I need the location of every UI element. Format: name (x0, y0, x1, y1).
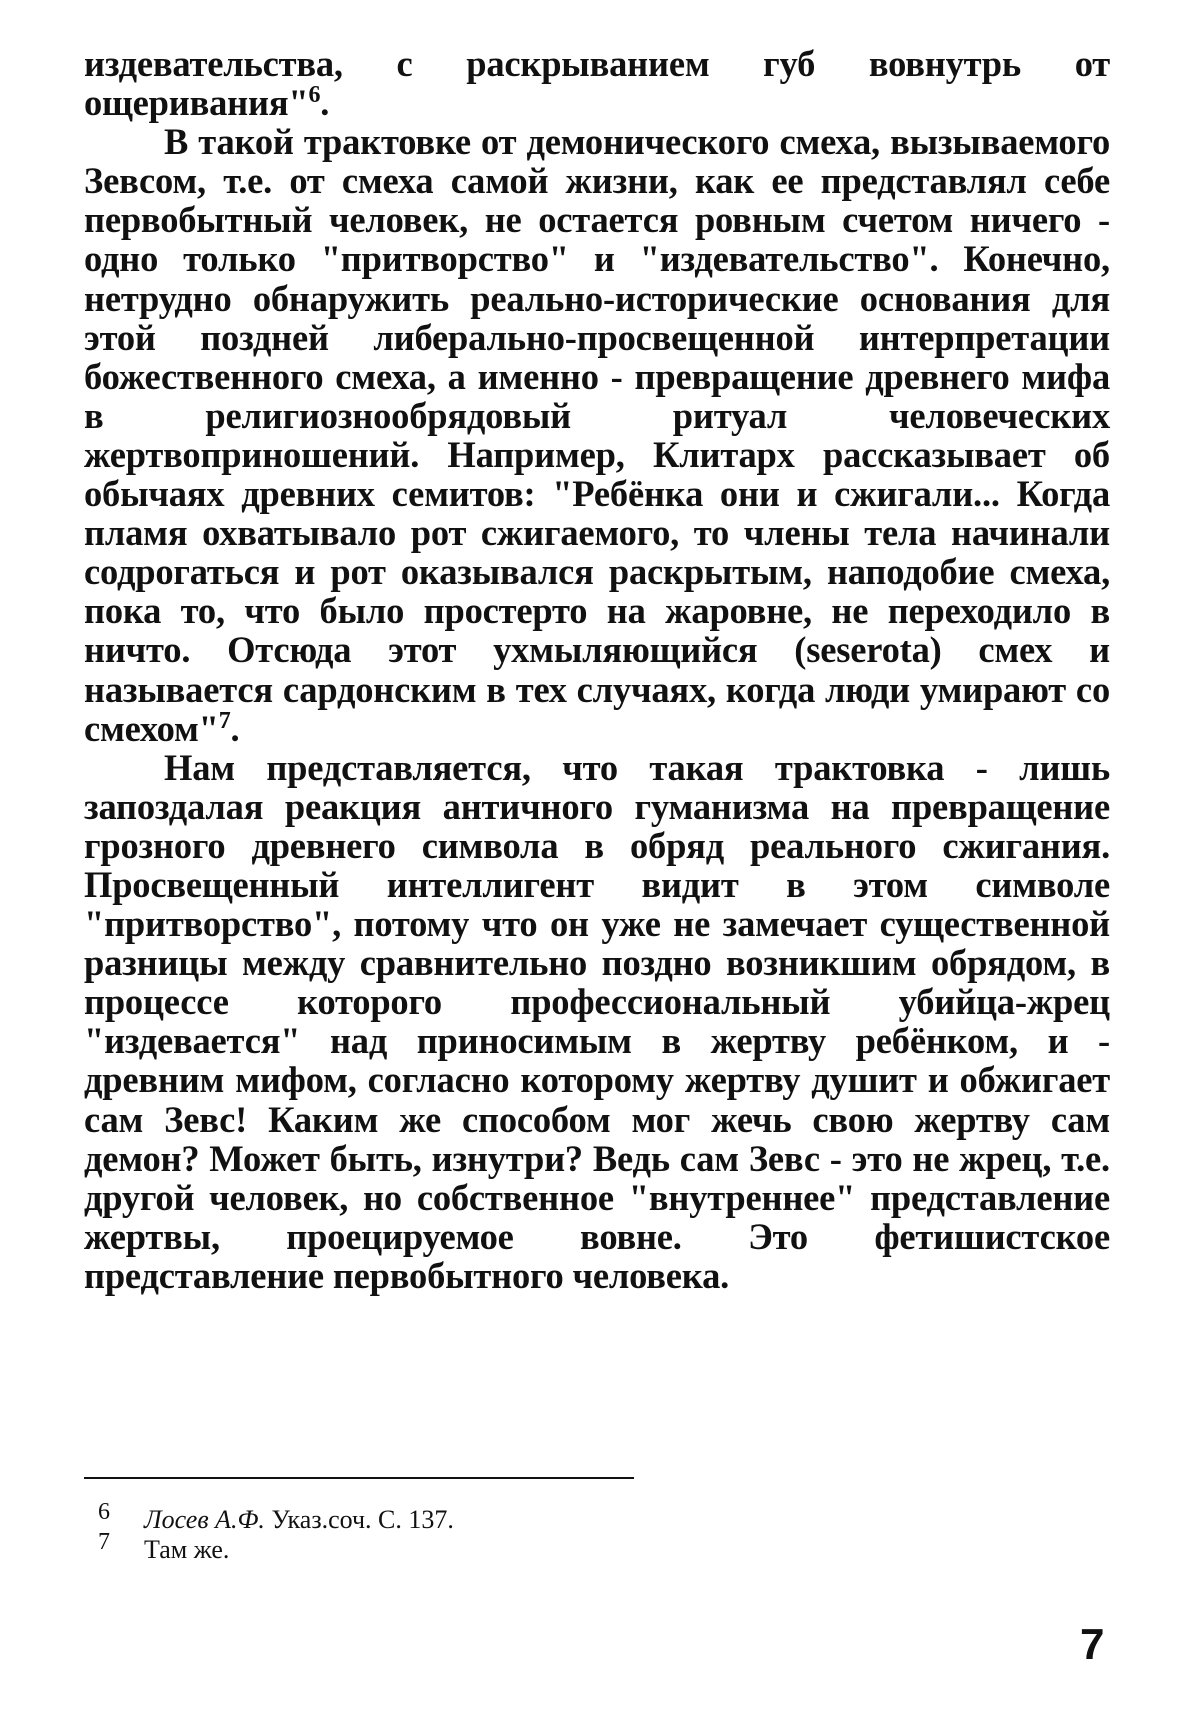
footnote-7 (98, 1529, 998, 1565)
footnote-ref-7[interactable]: 7 (218, 707, 231, 734)
page-number: 7 (1080, 1620, 1105, 1669)
paragraph-2: В такой трактовке от демонического смеха, вызываемого Зевсом, т.е. от смеха самой жизни, как ее представлял себе первобытный человек, не остается ровным счетом ничего - одно только "притворство" и "издевательство". Конечно, нетрудно обнаружить реально-исторические основания для этой поздней либерально-просвещенной интерпретации божественного смеха, а именно - превращение древнего мифа в религиознообрядовый ритуал человеческих жертвоприношений. Например, Клитарх рассказывает об обычаях древних семитов: "Ребёнка они и сжигали... Когда пламя охватывало рот сжигаемого, то члены тела начинали содрогаться и рот оказывался раскрытым, наподобие смеха, пока то, что было простерто на жаровне, не переходило в ничто. Отсюда этот ухмыляющийся (seserota) смех и называется сардонским в тех случаях, когда люди умирают со смехом"$^7$. (84, 121, 1110, 749)
footnote-author: Лосев А.Ф. (144, 1505, 265, 1534)
footnote-text: Там же. (144, 1535, 230, 1564)
paragraph-3: Нам представляется, что такая трактовка - лишь запоздалая реакция античного гуманизма на превращение грозного древнего символа в обряд реального сжигания. Просвещенный интеллигент видит в этом символе "притворство", потому что он уже не замечает существенной разницы между сравнительно поздно возникшим обрядом, в процессе которого профессиональный убийца-жрец "издевается" над приносимым в жертву ребёнком, и - древним мифом, согласно которому жертву душит и обжигает сам Зевс! Каким же способом мог жечь свою жертву сам демон? Может быть, изнутри? Ведь сам Зевс - это не жрец, т.е. другой человек, но собственное "внутреннее" представление жертвы, проецируемое вовне. Это фетишистское представление первобытного человека. (84, 746, 1110, 1296)
paragraph-1: издевательства, с раскрыванием губ вовнутрь от ощеривания"$^6$. (84, 43, 1110, 124)
footnote-text: Лосев А.Ф. Указ.соч. С. 137. (144, 1505, 454, 1534)
footnote-number: 7 (98, 1529, 110, 1555)
footnote-6 (98, 1499, 998, 1535)
page-body (84, 44, 1110, 1295)
footnote-separator (84, 1477, 634, 1479)
footnotes (98, 1499, 998, 1565)
footnote-ref-6[interactable]: 6 (308, 81, 321, 108)
footnote-number: 6 (98, 1499, 110, 1525)
